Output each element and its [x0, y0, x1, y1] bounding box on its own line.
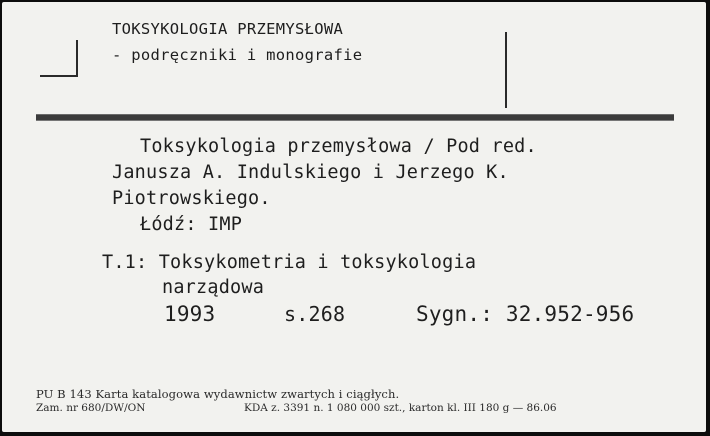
- heading-rule: [36, 114, 674, 121]
- form-footer-line-1: PU B 143 Karta katalogowa wydawnictw zwartych i ciągłych.: [36, 387, 400, 401]
- publication-year: 1993: [164, 302, 216, 326]
- header-divider: [505, 32, 507, 108]
- title-statement: Toksykologia przemysłowa / Pod red.: [140, 136, 537, 157]
- editors-line-1: Janusza A. Indulskiego i Jerzego K.: [112, 162, 509, 183]
- catalog-card: [2, 2, 706, 432]
- form-footer-print-info: KDA z. 3391 n. 1 080 000 szt., karton kl. III 180 g — 86.06: [244, 402, 557, 414]
- volume-line-2: narządowa: [162, 277, 265, 298]
- page-count: s.268: [284, 302, 346, 326]
- volume-line-1: T.1: Toksykometria i toksykologia: [102, 252, 477, 273]
- subject-heading: TOKSYKOLOGIA PRZEMYSŁOWA: [112, 20, 344, 38]
- shelf-signature: Sygn.: 32.952-956: [416, 302, 635, 326]
- editors-line-2: Piotrowskiego.: [112, 188, 271, 209]
- corner-mark-horizontal: [40, 75, 78, 77]
- form-footer-order: Zam. nr 680/DW/ON: [36, 402, 146, 414]
- subject-subheading: - podręczniki i monografie: [112, 46, 363, 64]
- corner-mark-vertical: [76, 40, 78, 76]
- imprint: Łódź: IMP: [140, 214, 243, 235]
